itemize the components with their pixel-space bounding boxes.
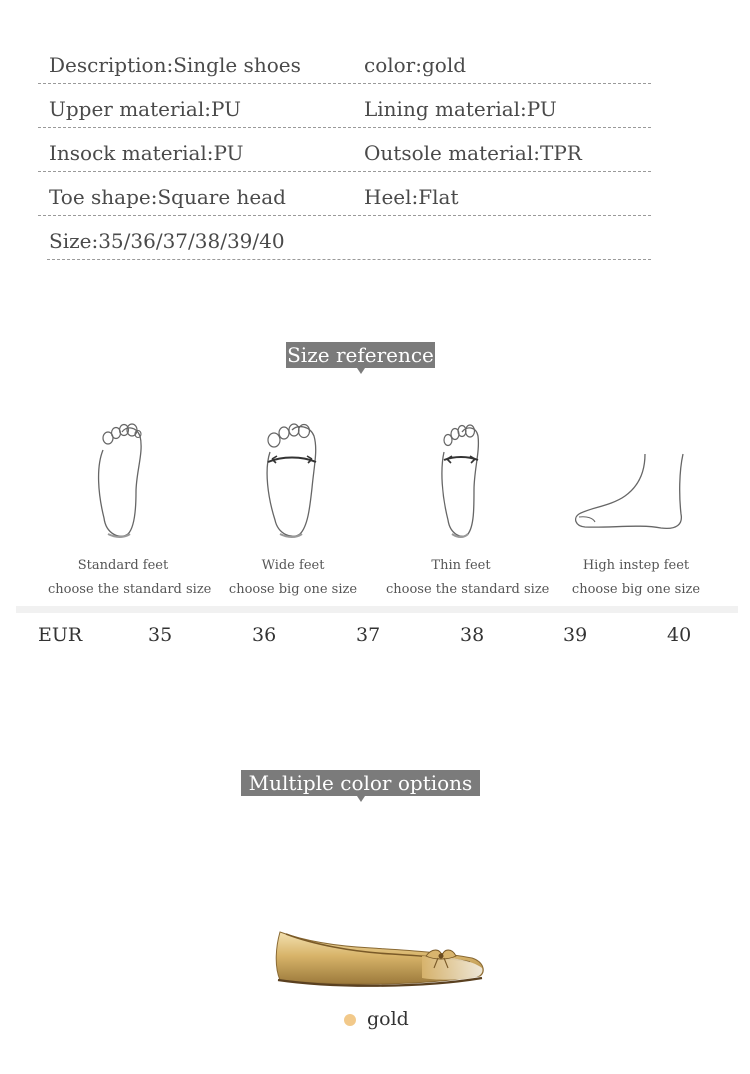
spec-outsole-material: Outsole material:TPR xyxy=(364,141,582,165)
foot-type-advice: choose the standard size xyxy=(386,582,550,597)
foot-type-advice: choose the standard size xyxy=(48,582,212,597)
spec-description: Description:Single shoes xyxy=(49,53,301,77)
spec-size: Size:35/36/37/38/39/40 xyxy=(49,229,285,253)
product-spec-table xyxy=(38,40,651,260)
eur-size: 39 xyxy=(563,624,588,646)
spec-insock-material: Insock material:PU xyxy=(49,141,244,165)
eur-size: 36 xyxy=(252,624,277,646)
foot-type-label: Thin feet xyxy=(431,558,491,573)
foot-type-label: Standard feet xyxy=(77,558,169,573)
foot-type-label: Wide feet xyxy=(261,558,325,573)
eur-label: EUR xyxy=(38,624,83,646)
gold-swatch[interactable] xyxy=(344,1014,356,1026)
spec-color: color:gold xyxy=(364,53,467,77)
foot-type-standard xyxy=(48,422,212,597)
eur-size: 35 xyxy=(148,624,173,646)
foot-type-high-instep xyxy=(561,422,711,597)
high-instep-foot-icon xyxy=(561,422,711,542)
foot-type-wide xyxy=(218,422,368,597)
thin-foot-icon xyxy=(386,422,536,542)
wide-foot-icon xyxy=(218,422,368,542)
eur-size: 40 xyxy=(667,624,692,646)
spec-toe-shape: Toe shape:Square head xyxy=(49,185,286,209)
spec-row xyxy=(47,216,651,260)
spec-row xyxy=(38,128,651,172)
gold-ballet-flat-image[interactable] xyxy=(272,922,488,990)
spec-lining-material: Lining material:PU xyxy=(364,97,557,121)
spec-upper-material: Upper material:PU xyxy=(49,97,241,121)
foot-type-advice: choose big one size xyxy=(571,582,701,597)
standard-foot-icon xyxy=(48,422,198,542)
eur-size: 38 xyxy=(460,624,485,646)
eur-size-row xyxy=(0,624,750,650)
spec-row xyxy=(38,40,651,84)
size-reference-banner: Size reference xyxy=(287,343,434,367)
foot-type-thin xyxy=(386,422,550,597)
spec-row xyxy=(38,172,651,216)
eur-size: 37 xyxy=(356,624,381,646)
divider xyxy=(16,606,738,613)
spec-heel: Heel:Flat xyxy=(364,185,459,209)
spec-row xyxy=(38,84,651,128)
color-options-banner: Multiple color options xyxy=(241,770,480,796)
foot-type-label: High instep feet xyxy=(582,558,690,573)
swatch-label[interactable]: gold xyxy=(367,1008,409,1030)
foot-type-advice: choose big one size xyxy=(228,582,358,597)
